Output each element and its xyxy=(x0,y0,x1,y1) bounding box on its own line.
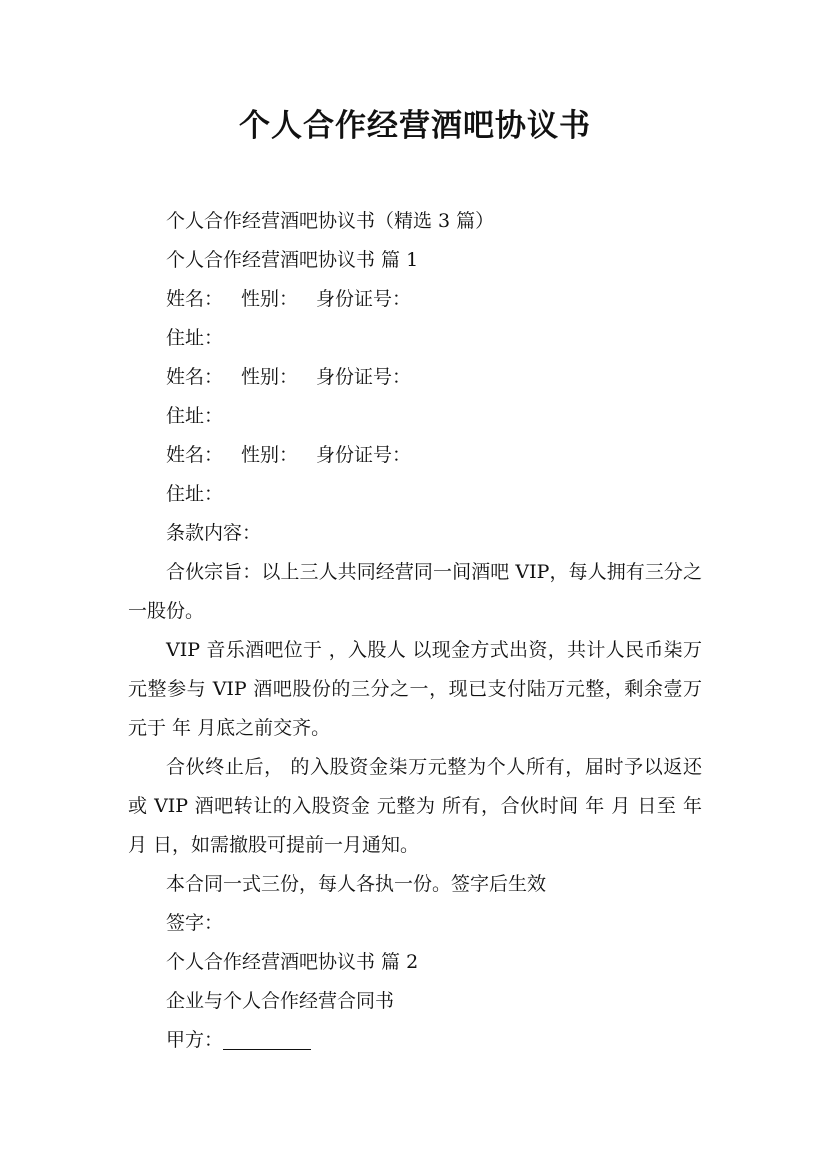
party-a-blank xyxy=(223,1029,311,1050)
address-row-3: 住址： xyxy=(166,483,224,505)
name-label: 姓名： xyxy=(166,366,224,388)
id-number-label: 身份证号： xyxy=(316,288,412,310)
paragraph-investment: VIP 音乐酒吧位于 ，入股人 以现金方式出资，共计人民币柒万元整参与 VIP 酒吧股份的三分之一，现已支付陆万元整，剩余壹万元于 年 月底之前交齐。 xyxy=(128,639,702,739)
party-a-line xyxy=(128,1021,702,1060)
name-label: 姓名： xyxy=(166,288,224,310)
section1-title: 个人合作经营酒吧协议书 篇 1 xyxy=(166,249,419,271)
address-row-2: 住址： xyxy=(166,405,224,427)
gender-label: 性别： xyxy=(241,366,299,388)
section2-title: 个人合作经营酒吧协议书 篇 2 xyxy=(166,951,419,973)
address-row-1: 住址： xyxy=(166,327,224,349)
intro-line: 个人合作经营酒吧协议书（精选 3 篇） xyxy=(166,210,495,232)
paragraph-termination: 合伙终止后， 的入股资金柒万元整为个人所有，届时予以返还或 VIP 酒吧转让的入股资金 元整为 所有，合伙时间 年 月 日至 年 月 日，如需撤股可提前一月通知。 xyxy=(128,756,702,856)
person-row-1 xyxy=(128,280,702,319)
id-number-label: 身份证号： xyxy=(316,444,412,466)
id-number-label: 身份证号： xyxy=(316,366,412,388)
terms-heading: 条款内容： xyxy=(166,522,262,544)
person-row-2 xyxy=(128,358,702,397)
gender-label: 性别： xyxy=(241,288,299,310)
gender-label: 性别： xyxy=(241,444,299,466)
section2-subtitle: 企业与个人合作经营合同书 xyxy=(166,990,395,1012)
signature-label: 签字： xyxy=(166,912,224,934)
paragraph-copies: 本合同一式三份，每人各执一份。签字后生效 xyxy=(166,873,547,895)
paragraph-purpose: 合伙宗旨：以上三人共同经营同一间酒吧 VIP，每人拥有三分之一股份。 xyxy=(128,561,702,622)
document-title: 个人合作经营酒吧协议书 xyxy=(239,108,591,144)
document-body xyxy=(128,202,702,1060)
party-a-label: 甲方： xyxy=(166,1029,224,1051)
name-label: 姓名： xyxy=(166,444,224,466)
person-row-3 xyxy=(128,436,702,475)
